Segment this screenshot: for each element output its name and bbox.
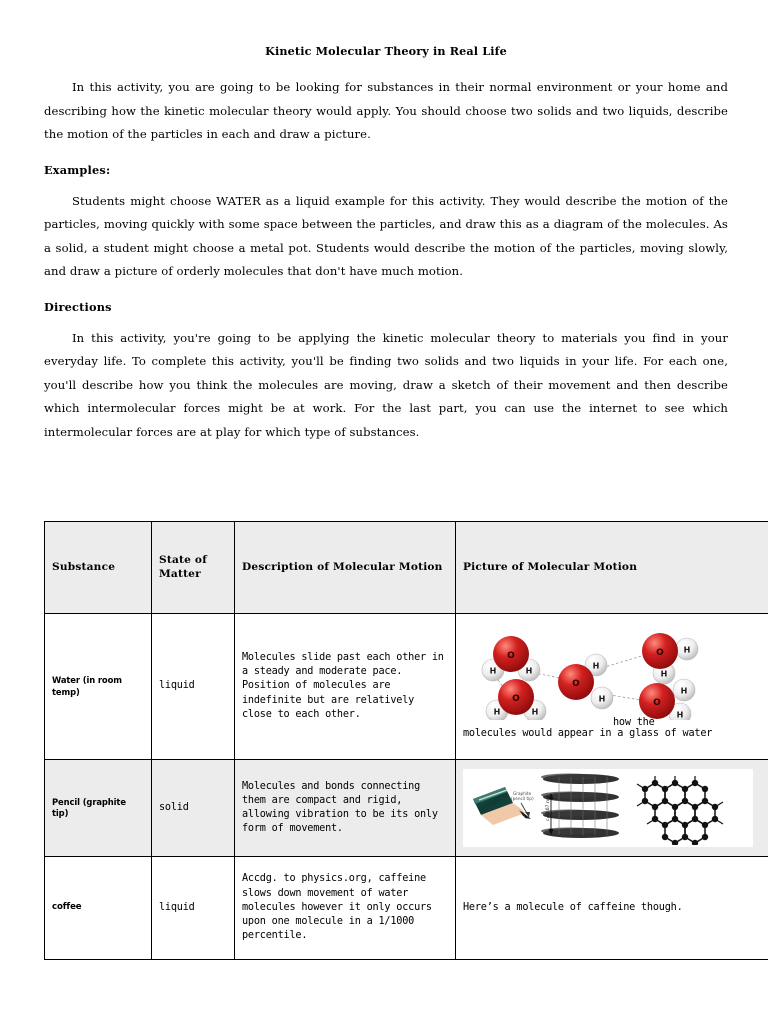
- svg-text:O: O: [656, 648, 664, 659]
- water-molecule: [642, 633, 698, 684]
- svg-text:H: H: [683, 645, 691, 655]
- table-header-row: [45, 522, 768, 614]
- picture-caption-line2: molecules would appear in a glass of water: [463, 727, 713, 739]
- molecular-motion-table-wrapper: [44, 521, 728, 960]
- table-row: [45, 614, 768, 760]
- intro-paragraph: In this activity, you are going to be looking for substances in their normal environment or your home and describing how the kinetic molecular theory would apply. You should choose two solids and two liquids, describe the motion of the particles in each and draw a picture.: [44, 80, 728, 141]
- water-molecules-figure: [463, 632, 768, 720]
- cell-description: Molecules and bonds connecting them are compact and rigid, allowing vibration to be its only form of movement.: [235, 760, 456, 857]
- picture-caption-line1: how the: [613, 717, 655, 729]
- table-body: [45, 614, 768, 960]
- graphene-hexagonal-lattice: [637, 776, 723, 845]
- table-header: [45, 522, 768, 614]
- column-header-description: Description of Molecular Motion: [235, 522, 456, 614]
- water-molecule: [486, 679, 546, 720]
- graphite-layers: [541, 774, 619, 839]
- directions-paragraph: In this activity, you're going to be applying the kinetic molecular theory to materials you find in your everyday life. To complete this activity, you'll be finding two solids and two liquids in your life. For each one, you'll describe how you think the molecules are moving, draw a sketch of their movement and then describe which intermolecular forces might be at work. For the last part, you can use the internet to see which intermolecular forces are at play for which type of substances.: [44, 330, 728, 439]
- svg-text:O: O: [507, 651, 515, 662]
- svg-text:H: H: [531, 707, 539, 717]
- examples-heading: Examples:: [44, 162, 111, 177]
- water-molecule: [482, 636, 540, 681]
- figure-side-strip: [753, 769, 768, 847]
- cell-substance: Pencil (graphite tip): [45, 760, 152, 857]
- molecular-motion-table: [44, 521, 768, 960]
- svg-text:O: O: [653, 698, 661, 709]
- cell-description: Accdg. to physics.org, caffeine slows down movement of water molecules however it only occurs upon one molecule in a 1/1000 percentile.: [235, 857, 456, 960]
- cell-picture: [456, 760, 768, 857]
- graphite-figure: [463, 769, 768, 847]
- picture-caption-line1: Here’s a molecule of caffeine though.: [463, 901, 683, 913]
- svg-text:H: H: [660, 669, 668, 679]
- cell-state: liquid: [152, 857, 235, 960]
- column-header-substance: Substance: [45, 522, 152, 614]
- document-body: [44, 44, 728, 458]
- cell-description: Molecules slide past each other in a steady and moderate pace. Position of molecules are indefinite but are relatively close to each other.: [235, 614, 456, 760]
- graphite-structure-svg: [463, 769, 735, 845]
- svg-text:c=0.67 nm: c=0.67 nm: [546, 795, 551, 821]
- table-row: [45, 760, 768, 857]
- water-molecule: [558, 654, 613, 709]
- svg-text:(pencil tip): (pencil tip): [511, 796, 534, 801]
- svg-text:H: H: [598, 694, 606, 704]
- svg-text:H: H: [680, 686, 688, 696]
- svg-text:O: O: [512, 694, 520, 705]
- water-molecules-svg: [463, 632, 763, 720]
- cell-picture: [456, 614, 768, 760]
- page-title: Kinetic Molecular Theory in Real Life: [265, 44, 507, 58]
- svg-text:H: H: [493, 707, 501, 717]
- water-molecule: [639, 679, 695, 720]
- cell-substance: Water (in room temp): [45, 614, 152, 760]
- examples-paragraph: Students might choose WATER as a liquid example for this activity. They would describe the motion of the particles, moving quickly with some space between the particles, and draw this as a diagram of the molecules. As a solid, a student might choose a metal pot. Students would describe the motion of the particles, moving slowly, and draw a picture of orderly molecules that don't have much motion.: [44, 193, 728, 278]
- cell-picture: [456, 857, 768, 960]
- column-header-picture: Picture of Molecular Motion: [456, 522, 768, 614]
- directions-heading: Directions: [44, 299, 112, 314]
- svg-text:O: O: [572, 679, 580, 690]
- svg-text:H: H: [592, 661, 600, 671]
- svg-text:H: H: [676, 710, 684, 720]
- cell-state: solid: [152, 760, 235, 857]
- svg-text:Graphite: Graphite: [513, 791, 532, 796]
- cell-substance: coffee: [45, 857, 152, 960]
- column-header-state: State of Matter: [152, 522, 235, 614]
- table-row: [45, 857, 768, 960]
- svg-text:H: H: [525, 666, 533, 676]
- cell-state: liquid: [152, 614, 235, 760]
- svg-text:H: H: [489, 666, 497, 676]
